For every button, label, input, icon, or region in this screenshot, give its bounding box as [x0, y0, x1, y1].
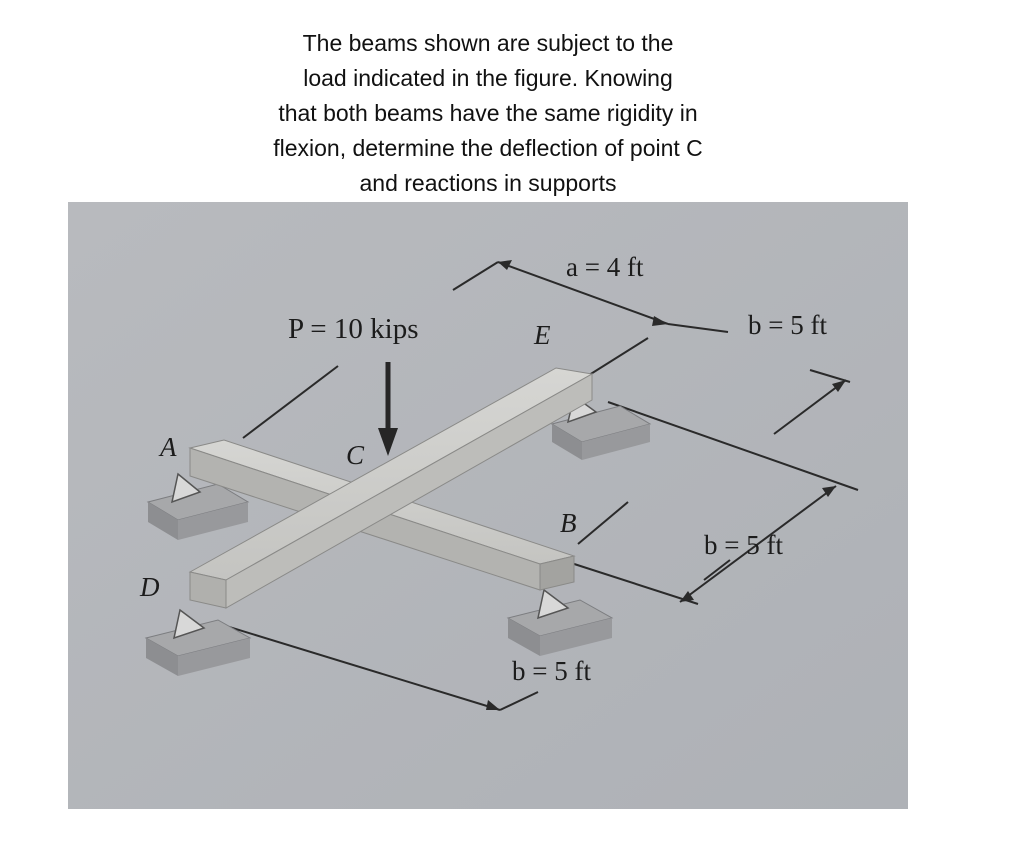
point-c-label: C — [346, 440, 365, 470]
point-b-label: B — [560, 508, 577, 538]
dim-b-bottom-label: b = 5 ft — [512, 656, 591, 686]
statement-line-2: load indicated in the figure. Knowing — [303, 65, 673, 91]
dim-a-label: a = 4 ft — [566, 252, 644, 282]
dim-b-right-bottom-label: b = 5 ft — [704, 530, 783, 560]
statement-line-1: The beams shown are subject to the — [302, 30, 674, 56]
point-d-label: D — [140, 572, 160, 602]
load-label: P = 10 kips — [288, 313, 419, 345]
point-e-label: E — [534, 320, 551, 350]
beam-figure — [68, 202, 908, 809]
dim-b-right-top-label: b = 5 ft — [748, 310, 827, 340]
problem-statement — [188, 26, 788, 201]
statement-line-5: and reactions in supports — [359, 170, 617, 196]
point-a-label: A — [160, 432, 177, 462]
beam-diagram-svg — [68, 202, 908, 809]
statement-line-4: flexion, determine the deflection of point C — [273, 135, 703, 161]
statement-line-3: that both beams have the same rigidity in — [278, 100, 698, 126]
